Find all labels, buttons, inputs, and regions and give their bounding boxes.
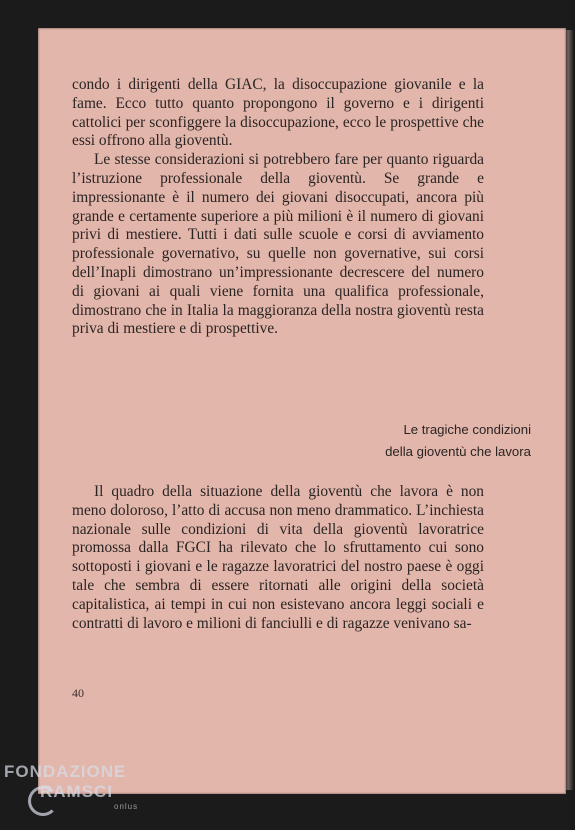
section-heading <box>385 419 531 463</box>
section-heading-line-2: della gioventù che lavora <box>385 444 531 459</box>
body-text-top <box>72 76 484 339</box>
fondazione-gramsci-watermark <box>4 762 138 812</box>
page-edge <box>565 30 573 790</box>
body-text-bottom <box>72 483 484 633</box>
paragraph-quadro: Il quadro della situazione della gioventù che lavora è non meno doloroso, l’atto di accusa non meno drammatico. L’inchiesta nazionale sulle condizioni di vita della gioventù lavoratrice promossa dalla FGCI ha rilevato che lo sfruttamento cui sono sottoposti i giovani e le ragazze lavoratrici del nostro paese è oggi tale che sembra di essere ritornati alle origini della società capitalistica, ai tempi in cui non esistevano ancora leggi sociali e contratti di lavoro e milioni di fanciulli e di ragazze venivano sa- <box>72 483 484 632</box>
watermark-line-2-text: RAMSCI <box>40 782 114 801</box>
paragraph-continuation: condo i dirigenti della GIAC, la disoccupazione giovanile e la fame. Ecco tutto quanto propongono il governo e i dirigenti cattolici per sconfiggere la disoccupazione, ecco le prospettive che essi offrono alla gioventù. <box>72 76 484 150</box>
gramsci-g-logo-icon <box>28 786 58 816</box>
watermark-line-2 <box>4 782 138 802</box>
page-number: 40 <box>72 686 84 700</box>
watermark-onlus: onlus <box>114 802 139 811</box>
watermark-line-1: FONDAZIONE <box>4 762 127 781</box>
paragraph-istruzione: Le stesse considerazioni si potrebbero fare per quanto riguarda l’istruzione professionale della gioventù. Se grande e impressionante è il numero dei giovani disoccupati, ancora più grande e certamente superiore a più milioni è il numero di giovani privi di mestiere. Tutti i dati sulle scuole e corsi di avviamento professionale governativo, su quelle non governative, sui corsi dell’Inapli dimostrano un’impressionante decrescere del numero di giovani ai quali viene fornita una qualifica professionale, dimostrano che in Italia la maggioranza della nostra gioventù resta priva di mestiere e di prospettive. <box>72 151 484 338</box>
section-heading-line-1: Le tragiche condizioni <box>403 422 531 437</box>
